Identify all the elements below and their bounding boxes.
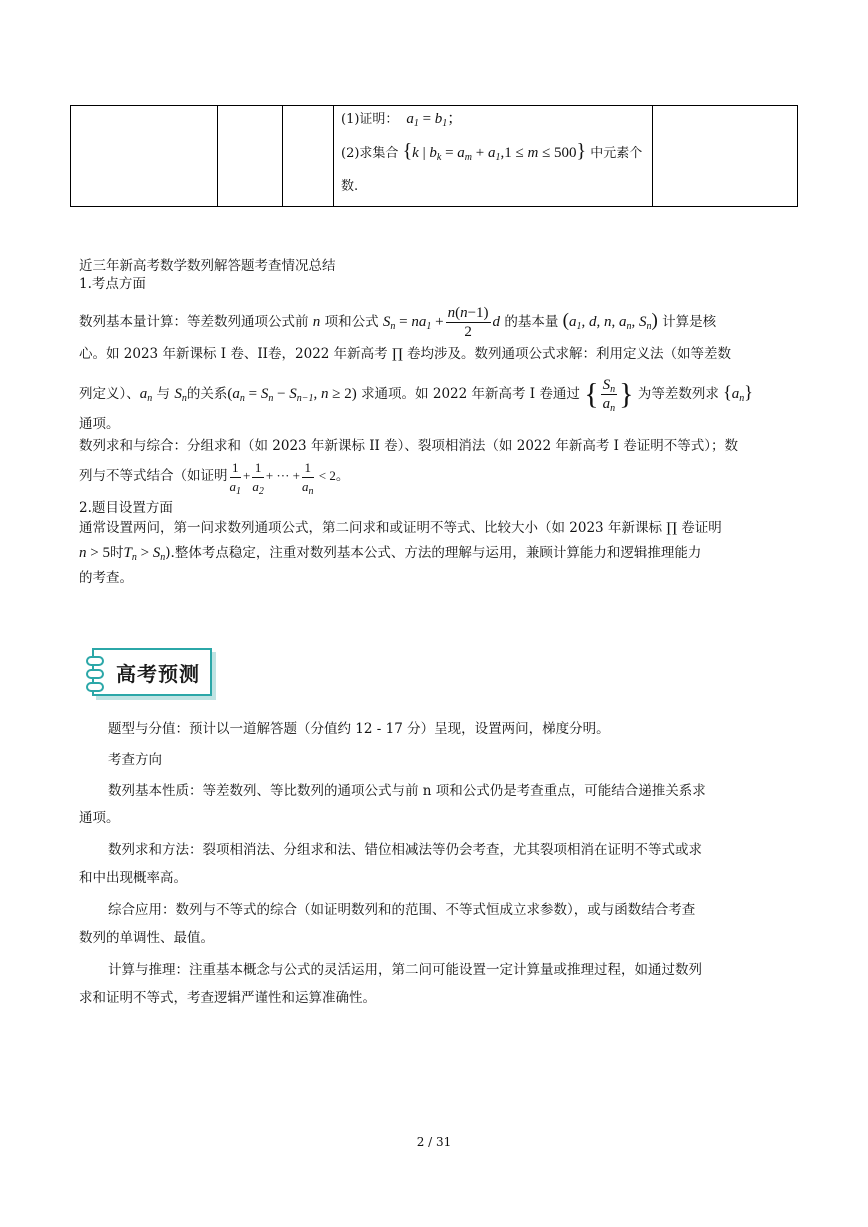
table-divider: [333, 106, 334, 206]
text: 时: [109, 545, 124, 561]
text: 项和公式: [324, 314, 379, 330]
formula-n-gt-5: n > 5: [79, 545, 110, 561]
text: 的基本量: [504, 314, 559, 330]
formula-n: n: [312, 314, 321, 330]
formula-d: d: [492, 314, 501, 330]
table-cell-line-3: 数.: [341, 179, 359, 194]
formula-basic-quantities: ($a_1$, d, n, $a_n$, $S_n$): [562, 310, 658, 332]
prediction-paragraph-2: 考查方向: [108, 752, 162, 768]
formula-seq-an: $\{a_n\}$: [723, 381, 753, 404]
text: 与: [156, 385, 171, 402]
formula-sn: $S_n$: [174, 385, 187, 404]
text: 整体考点稳定，注重对数列基本公式、方法的理解与运用，兼顾计算能力和逻辑推理能力: [174, 545, 702, 561]
paragraph-basics-line-4: 通项。: [79, 416, 120, 432]
binder-ring-icon: [86, 669, 104, 679]
formula-tn-gt-sn: $T_n > S_n$: [123, 545, 166, 563]
prediction-paragraph-4-line-1: 数列求和方法：裂项相消法、分组求和法、错位相减法等仍会考查，尤其裂项相消在证明不等式或求: [108, 842, 702, 858]
formula-reciprocal-sum: $\frac{1}{a_1}$ + $\frac{1}{a_2}$ + ··· + $\frac{1}{a_n}$ < 2: [229, 459, 336, 497]
paragraph-sum-line-1: 数列求和与综合：分组求和（如 2023 年新课标 II 卷）、裂项相消法（如 2022 年新高考 I 卷证明不等式）；数: [79, 438, 739, 454]
fraction-n-n-1-over-2: $\frac{n(n-1)}{2}$: [447, 305, 489, 340]
prediction-paragraph-5-line-2: 数列的单调性、最值。: [79, 930, 214, 946]
paragraph-setting-line-3: 的考查。: [79, 570, 133, 586]
text: 计算是核: [662, 314, 717, 330]
prediction-paragraph-6-line-1: 计算与推理：注重基本概念与公式的灵活运用，第二问可能设置一定计算量或推理过程，如通过数列: [108, 962, 702, 978]
paragraph-basics-line-1: [79, 304, 716, 341]
table-cell-line-2: [341, 142, 642, 163]
text: 的关系: [186, 385, 228, 402]
prediction-paragraph-3-line-1: 数列基本性质：等差数列、等比数列的通项公式与前 n 项和公式仍是考查重点，可能结合递推关系求: [108, 783, 706, 799]
table-cell-line-1: [341, 110, 462, 129]
text: 求通项。如 2022 年新高考 I 卷通过: [361, 385, 580, 402]
table-divider: [217, 106, 218, 206]
formula-a1-eq-b1: $a_1 = b_1$；: [402, 111, 463, 129]
text: 数列基本量计算：等差数列通项公式前: [79, 314, 309, 330]
text: 列与不等式结合（如证明: [79, 468, 228, 484]
table-cell-text: (2)求集合: [341, 146, 399, 161]
prediction-paragraph-3-line-2: 通项。: [79, 810, 120, 826]
paragraph-setting-line-2: n > 5时$T_n > S_n$).整体考点稳定，注重对数列基本公式、方法的理解与运用，兼顾计算能力和逻辑推理能力: [79, 545, 702, 563]
table-divider: [652, 106, 653, 206]
paragraph-basics-line-2: 心。如 2023 年新课标 I 卷、II卷，2022 年新高考 ∏ 卷均涉及。数列通项公式求解：利用定义法（如等差数: [79, 346, 731, 362]
table-fragment: [70, 105, 798, 207]
binder-ring-icon: [86, 656, 104, 666]
banner-title: 高考预测: [116, 662, 200, 686]
table-cell-text: 中元素个: [590, 146, 643, 161]
summary-heading: 近三年新高考数学数列解答题考查情况总结: [79, 258, 336, 274]
prediction-paragraph-6-line-2: 求和证明不等式，考查逻辑严谨性和运算准确性。: [79, 990, 376, 1006]
formula-an-relation: ($a_n = S_n - S_{n-1}$, n ≥ 2): [227, 385, 357, 404]
text: 为等差数列求: [637, 385, 719, 402]
formula-set: {k | $b_k = a_m + a_1,1 \le m \le 500$}: [402, 140, 587, 163]
binder-ring-icon: [86, 682, 104, 692]
section-title-2: 2.题目设置方面: [79, 500, 173, 516]
table-divider: [282, 106, 283, 206]
prediction-paragraph-5-line-1: 综合应用：数列与不等式的综合（如证明数列和的范围、不等式恒成立求参数），或与函数结合考查: [108, 902, 696, 918]
formula-sn-over-an: { $\frac{S_n}{a_n}$ }: [584, 377, 634, 414]
page-number: 2 / 31: [416, 1135, 452, 1149]
text: 列定义）、: [79, 385, 140, 402]
table-cell-text: (1)证明：: [341, 112, 399, 127]
paragraph-setting-line-1: 通常设置两问，第一问求数列通项公式，第二问求和或证明不等式、比较大小（如 2023 年新课标 ∏ 卷证明: [79, 520, 722, 536]
text: 。: [335, 468, 350, 484]
section-title-1: 1.考点方面: [79, 276, 146, 292]
formula-sn: $S_n = na_1$ +: [382, 314, 444, 332]
paragraph-basics-line-3: [79, 376, 753, 413]
prediction-paragraph-4-line-2: 和中出现概率高。: [79, 870, 187, 886]
formula-an: $a_n$: [139, 385, 153, 404]
prediction-paragraph-1: 题型与分值：预计以一道解答题（分值约 12 - 17 分）呈现，设置两问，梯度分明。: [108, 721, 610, 737]
section-banner: [92, 648, 212, 696]
paragraph-sum-line-2: [79, 458, 349, 496]
